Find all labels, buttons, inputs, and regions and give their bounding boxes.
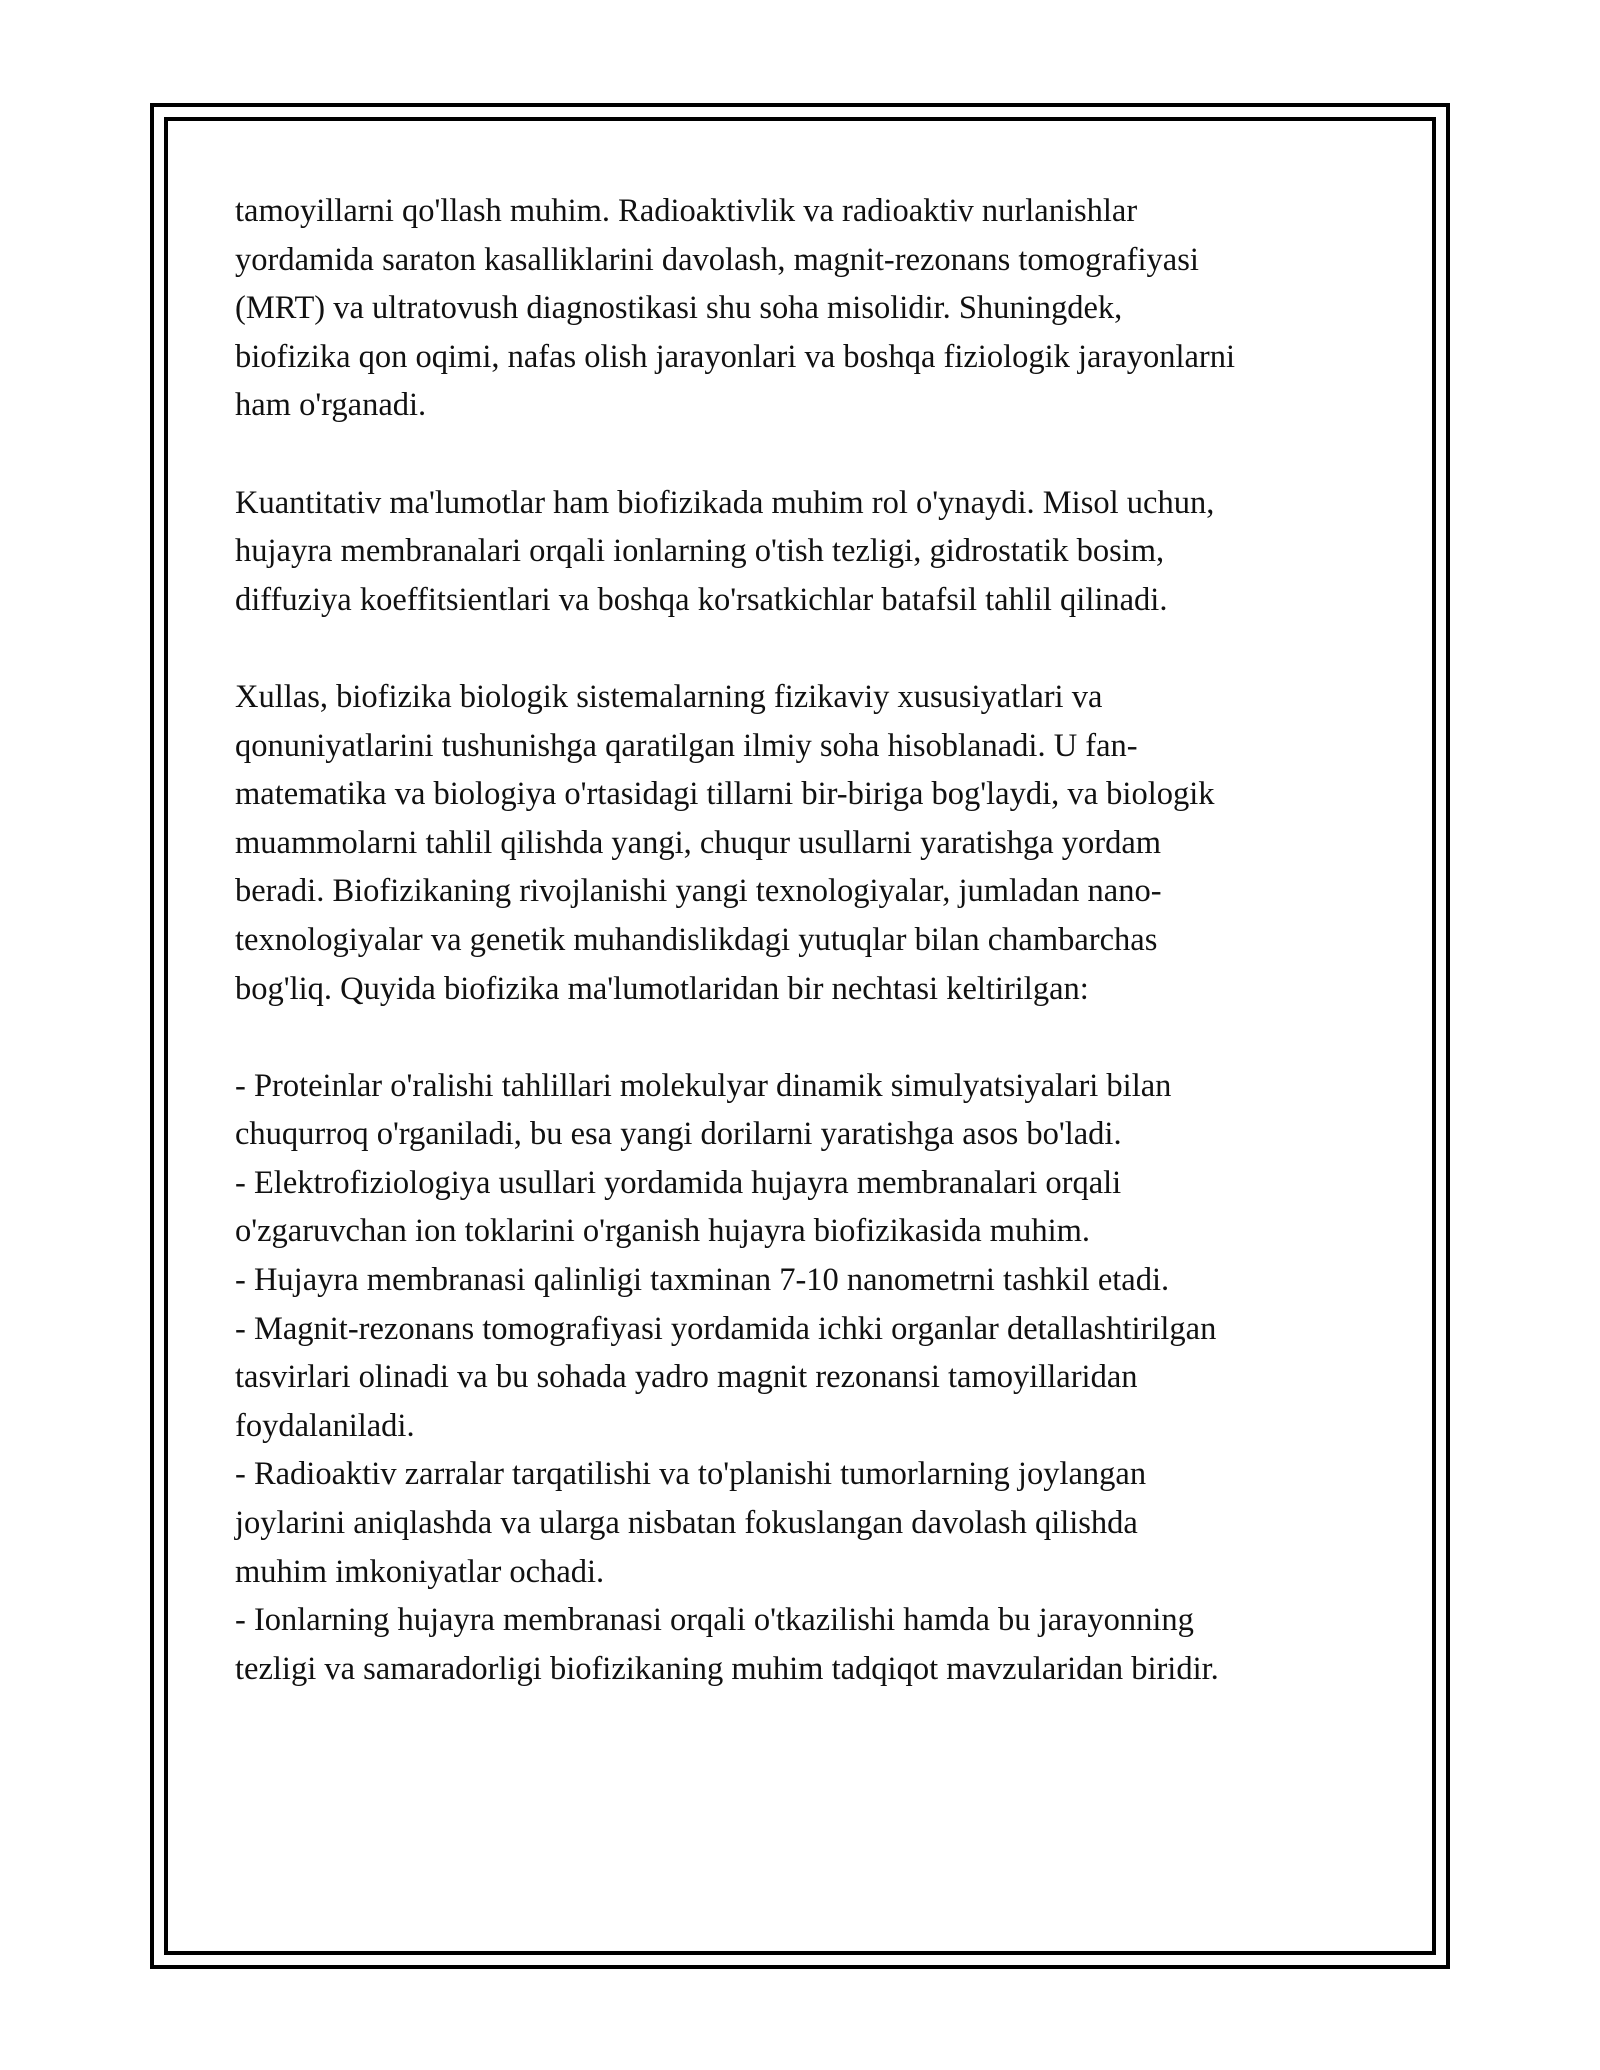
list-item-line: muhim imkoniyatlar ochadi. xyxy=(235,1553,605,1590)
paragraph-facts-list xyxy=(235,1062,1375,1694)
text-line: matematika va biologiya o'rtasidagi tillarni bir-biriga bog'laydi, va biologik xyxy=(235,776,1215,813)
paragraph-spacer xyxy=(235,430,1375,479)
list-item-line: - Radioaktiv zarralar tarqatilishi va to'planishi tumorlarning joylangan xyxy=(235,1456,1147,1493)
paragraph-spacer xyxy=(235,624,1375,673)
list-item-line: tasvirlari olinadi va bu sohada yadro magnit rezonansi tamoyillaridan xyxy=(235,1359,1138,1396)
list-item-line: - Magnit-rezonans tomografiyasi yordamida ichki organlar detallashtirilgan xyxy=(235,1310,1217,1347)
list-item-line: o'zgaruvchan ion toklarini o'rganish hujayra biofizikasida muhim. xyxy=(235,1213,1090,1250)
text-line: qonuniyatlarini tushunishga qaratilgan ilmiy soha hisoblanadi. U fan- xyxy=(235,727,1138,764)
list-item-line: - Ionlarning hujayra membranasi orqali o'tkazilishi hamda bu jarayonning xyxy=(235,1602,1194,1639)
text-line: texnologiyalar va genetik muhandislikdagi yutuqlar bilan chambarchas xyxy=(235,921,1158,958)
text-line: muammolarni tahlil qilishda yangi, chuqur usullarni yaratishga yordam xyxy=(235,824,1162,861)
text-line: biofizika qon oqimi, nafas olish jarayonlari va boshqa fiziologik jarayonlarni xyxy=(235,338,1236,375)
document-body xyxy=(235,187,1375,1693)
paragraph-quantitative-data xyxy=(235,479,1375,625)
text-line: tamoyillarni qo'llash muhim. Radioaktivlik va radioaktiv nurlanishlar xyxy=(235,193,1138,229)
list-item-line: - Proteinlar o'ralishi tahlillari molekulyar dinamik simulyatsiyalari bilan xyxy=(235,1067,1172,1104)
text-line: yordamida saraton kasalliklarini davolash, magnit-rezonans tomografiyasi xyxy=(235,241,1199,278)
list-item-line: foydalaniladi. xyxy=(235,1407,415,1444)
paragraph-applications xyxy=(235,187,1375,430)
text-line: beradi. Biofizikaning rivojlanishi yangi texnologiyalar, jumladan nano- xyxy=(235,873,1162,910)
text-line: diffuziya koeffitsientlari va boshqa ko'rsatkichlar batafsil tahlil qilinadi. xyxy=(235,581,1168,618)
text-line: Kuantitativ ma'lumotlar ham biofizikada muhim rol o'ynaydi. Misol uchun, xyxy=(235,484,1215,521)
text-line: ham o'rganadi. xyxy=(235,387,427,424)
paragraph-conclusion xyxy=(235,673,1375,1013)
text-line: (MRT) va ultratovush diagnostikasi shu soha misolidir. Shuningdek, xyxy=(235,290,1123,327)
text-line: bog'liq. Quyida biofizika ma'lumotlaridan bir nechtasi keltirilgan: xyxy=(235,970,1089,1007)
text-line: Xullas, biofizika biologik sistemalarning fizikaviy xususiyatlari va xyxy=(235,678,1103,715)
list-item-line: tezligi va samaradorligi biofizikaning muhim tadqiqot mavzularidan biridir. xyxy=(235,1650,1219,1687)
list-item-line: chuqurroq o'rganiladi, bu esa yangi dorilarni yaratishga asos bo'ladi. xyxy=(235,1116,1122,1153)
paragraph-spacer xyxy=(235,1013,1375,1062)
list-item-line: - Elektrofiziologiya usullari yordamida hujayra membranalari orqali xyxy=(235,1164,1122,1201)
text-line: hujayra membranalari orqali ionlarning o'tish tezligi, gidrostatik bosim, xyxy=(235,533,1165,570)
list-item-line: - Hujayra membranasi qalinligi taxminan 7-10 nanometrni tashkil etadi. xyxy=(235,1262,1170,1299)
list-item-line: joylarini aniqlashda va ularga nisbatan fokuslangan davolash qilishda xyxy=(235,1505,1138,1542)
